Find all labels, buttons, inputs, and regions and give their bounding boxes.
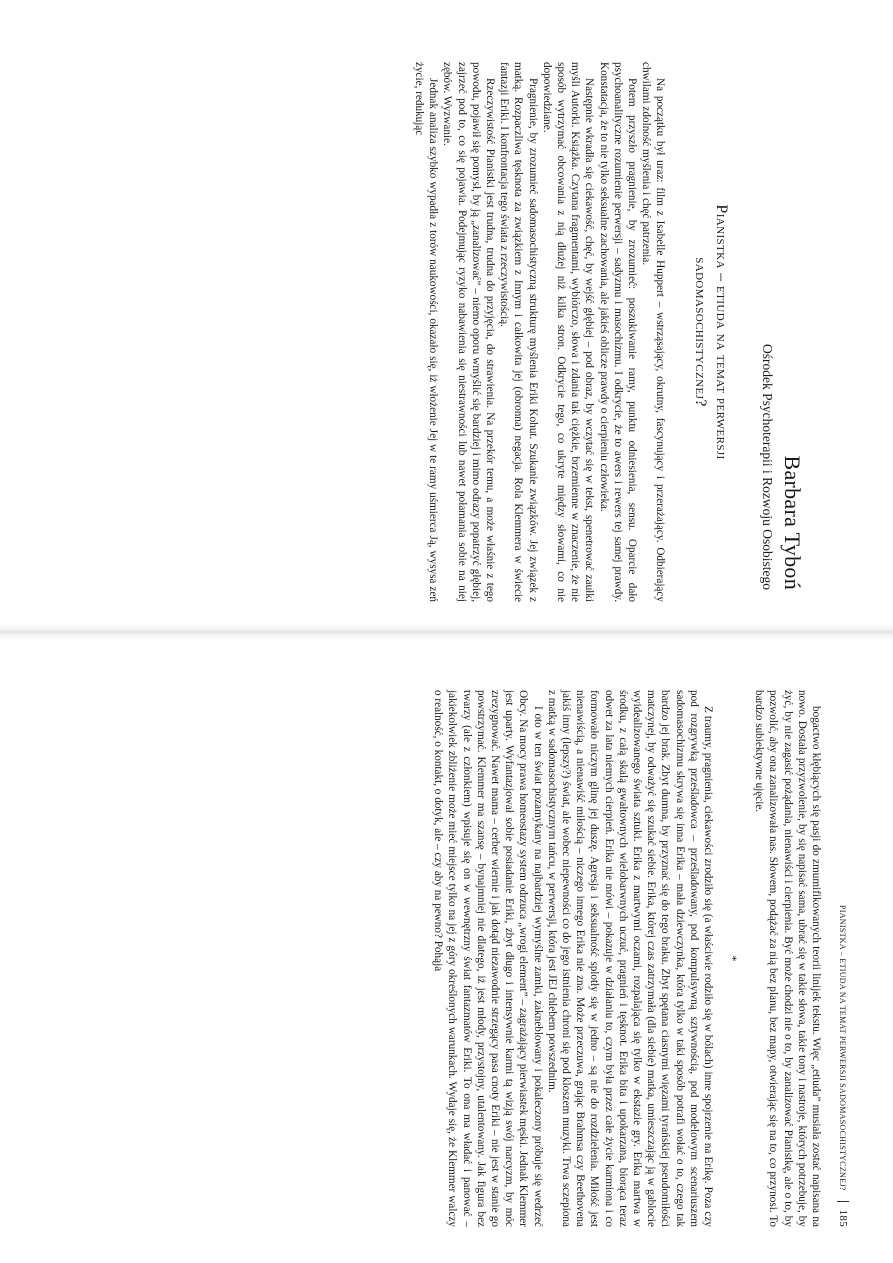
author-affiliation: Ośrodek Psychoterapii i Rozwoju Osobistego bbox=[760, 344, 775, 590]
paragraph: Jednak analiza szybko wypadła z torów naukowości, okazało się, iż włożenie Jej w te ramy uśmierca Ją, wysysa zeń życie, redukując bbox=[412, 62, 440, 602]
paragraph: Potem przyszło pragnienie, by zrozumieć: poszukiwanie ramy, punktu odniesienia, sensu. Oparcie dało psychoanalityczne rozumienie perwersji – sadyzmu i masochizmu. I odkrycie, że to awers i rewers tej samej prawdy. Konstatacja, że to nie tylko seksualne zachowania, ale jakieś oblicze prawdy o cierpieniu człowieka. bbox=[597, 62, 638, 602]
right-page bbox=[0, 632, 893, 1263]
left-page-body bbox=[412, 62, 668, 602]
paragraph: Pragnienie, by zrozumieć sadomasochistyczną strukturę myślenia Eriki Kohut. Szukanie związków. Jej związek z matką. Rozpaczliwa tęsknota za związkiem z Innym i całkowita jej (obronna) negacja. Rola Klemmera w świecie fantazji Eriki. I konfrontacja tego świata z rzeczywistością. bbox=[498, 62, 539, 602]
paragraph: I oto w ten świat pozamykany na najbardziej wymyślne zamki, zakneblowany i pokaleczony próbuje się wedrzeć Obcy. Na mocy prawa homeostazy system odrzuca „wrogi element” – zagrażający pierwiastek męski. Jednak Klemmer jest uparty. Wyfantazjował sobie posiadanie Eriki, zbyt długo i intensywnie karmi tą wizją swój narcyzm, by móc zrezygnować. Nawet mama – cerber wiernie i jak dotąd niezawodnie strzegący pasa cnoty Eriki – nie jest w stanie go powstrzymać. Klemmer ma szansę – bynajmniej nie dlatego, iż jest młody, przystojny, utalentowany. Jak figura bez twarzy (ale z członkiem) wpisuje się on w wewnętrzny świat fantazmatów Eriki. To ona ma władać i panować – jakiekolwiek zbliżenie może mieć miejsce tylko na jej z góry określonych warunkach. Wydaje się, że Klemmer walczy o realność, o kontakt, o dotyk, ale – czy aby na pewno? Pohąja bbox=[432, 690, 544, 1227]
running-head bbox=[837, 690, 849, 1227]
author-name: Barbara Tyboń bbox=[780, 455, 805, 590]
running-head-title: PIANISTKA – ETIUDA NA TEMAT PERWERSJI SADOMASOCHISTYCZNEJ? bbox=[838, 905, 848, 1191]
section-separator: * bbox=[725, 955, 740, 962]
paragraph: Z traumy, pragnienia, ciekawości zrodziło się (a właściwie rodziło się w bólach) inne spojrzenie na Erikę. Poza czy pod rozgrywką prześladowca – prześladowany, pod kompulsywną sztywnością, pod modelowym scenariuszem sadomasochizmu skrywa się inna Erika – mała dziewczynka, która tylko w taki sposób potrafi wołać o to, czego tak bardzo jej brak. Zbyt dumna, by przyznać się do tego braku. Zbyt spętana ciasnymi więzami tyrańskiej pseudomiłości matczynej, by odważyć się szukać siebie. Erika, której czas zatrzymała (dla siebie) matka, umieszczając ją w gablocie wyidealizowanego świata sztuki. Erika z martwymi oczami, rozpalająca się tylko w ekstazie gry. Erika martwa w środku, z całą skalą gwałtownych wielobarwnych uczuć, pragnień i tęsknot. Erika bita i upokarzana, biorąca teraz odwet za lata niemych cierpień. Erika nie mówi – pokazuje w działaniu to, czym była przez całe życie karmiona i co formowało niczym glinę jej duszę. Agresja i seksualność splotły się w jedno – są nie do rozdzielenia. Miłość jest nienawiścią, a nienawiść miłością – niczego innego Erika nie zna. Może przeczuwa, grając Brahmsa czy Beethovena jakiś inny (lepszy?) świat, ale wobec niepewności co do jego istnienia chroni się pod kloszem muzyki. Trwa sczepiona z matką w sadomasochistycznym tańcu, w perwersji, która jest JEJ chlebem powszednim. bbox=[545, 690, 714, 1227]
paragraph: Rzeczywistość Pianistki jest trudna, trudna do przyjęcia, do strawienia. Na przekór temu, a może właśnie z tego powodu, pojawił się pomysł, by ją „zanalizować” – niemo oporu wmyślić się bardziej i mimo odrazy popatrzyć głębiej, zajrzeć pod to, co się pojawia. Podejmując ryzyko nabawienia się niestrawności lub nawet połamania sobie na niej zębów. Wyzwanie. bbox=[441, 62, 496, 602]
article-title bbox=[689, 102, 731, 562]
page-number: 185 bbox=[837, 1201, 849, 1227]
paragraph: Następnie wkradła się ciekawość, chęć, by wejść głębiej – pod obraz, by wczytać się w tekst, spenetrować zaułki myśli Autorki. Książka. Czytana fragmentami, wybiórczo, słowa i zdania tak ciężkie, brzemienne w znaczenie, że nie sposób wytrzymać obcowania z nią dłużej niż kilka stron. Odkrycie tego, co ukryte między słowami, co nie dopowiedziane. bbox=[540, 62, 596, 602]
title-line-1: Pianistka – etiuda na temat perwersji bbox=[713, 204, 730, 460]
right-page-body bbox=[431, 690, 823, 1227]
paragraph: Na początku był uraz: film z Isabelle Huppert – wstrząsający, okrutny, fascynujący i przerażający. Odbierający chwilami zdolność myślenia i chęć patrzenia. bbox=[640, 62, 667, 602]
title-line-2: sadomasochistycznej? bbox=[692, 257, 710, 407]
paragraph: bogactwo kłębiących się pasji do zmumifikowanych teorii linijek tekstu. Więc „etiuda” musiała zostać napisana na nowo. Dostała przyzwolenie, by się napisać sama, ubrać się w takie słowa, takie tony i nastroje, których potrzebuje, by żyć, by nie zagasić pożądania, nienawiści i cierpienia. Być może chodzi nie o to, by zanalizować Pianistkę, ale o to, by pozwolić, aby ona zanalizowała nas. Słowem, podążać za nią bez planu, bez mapy, otwierając się na to, co przynosi. To bardzo subiektywne ujęcie. bbox=[753, 690, 822, 1227]
